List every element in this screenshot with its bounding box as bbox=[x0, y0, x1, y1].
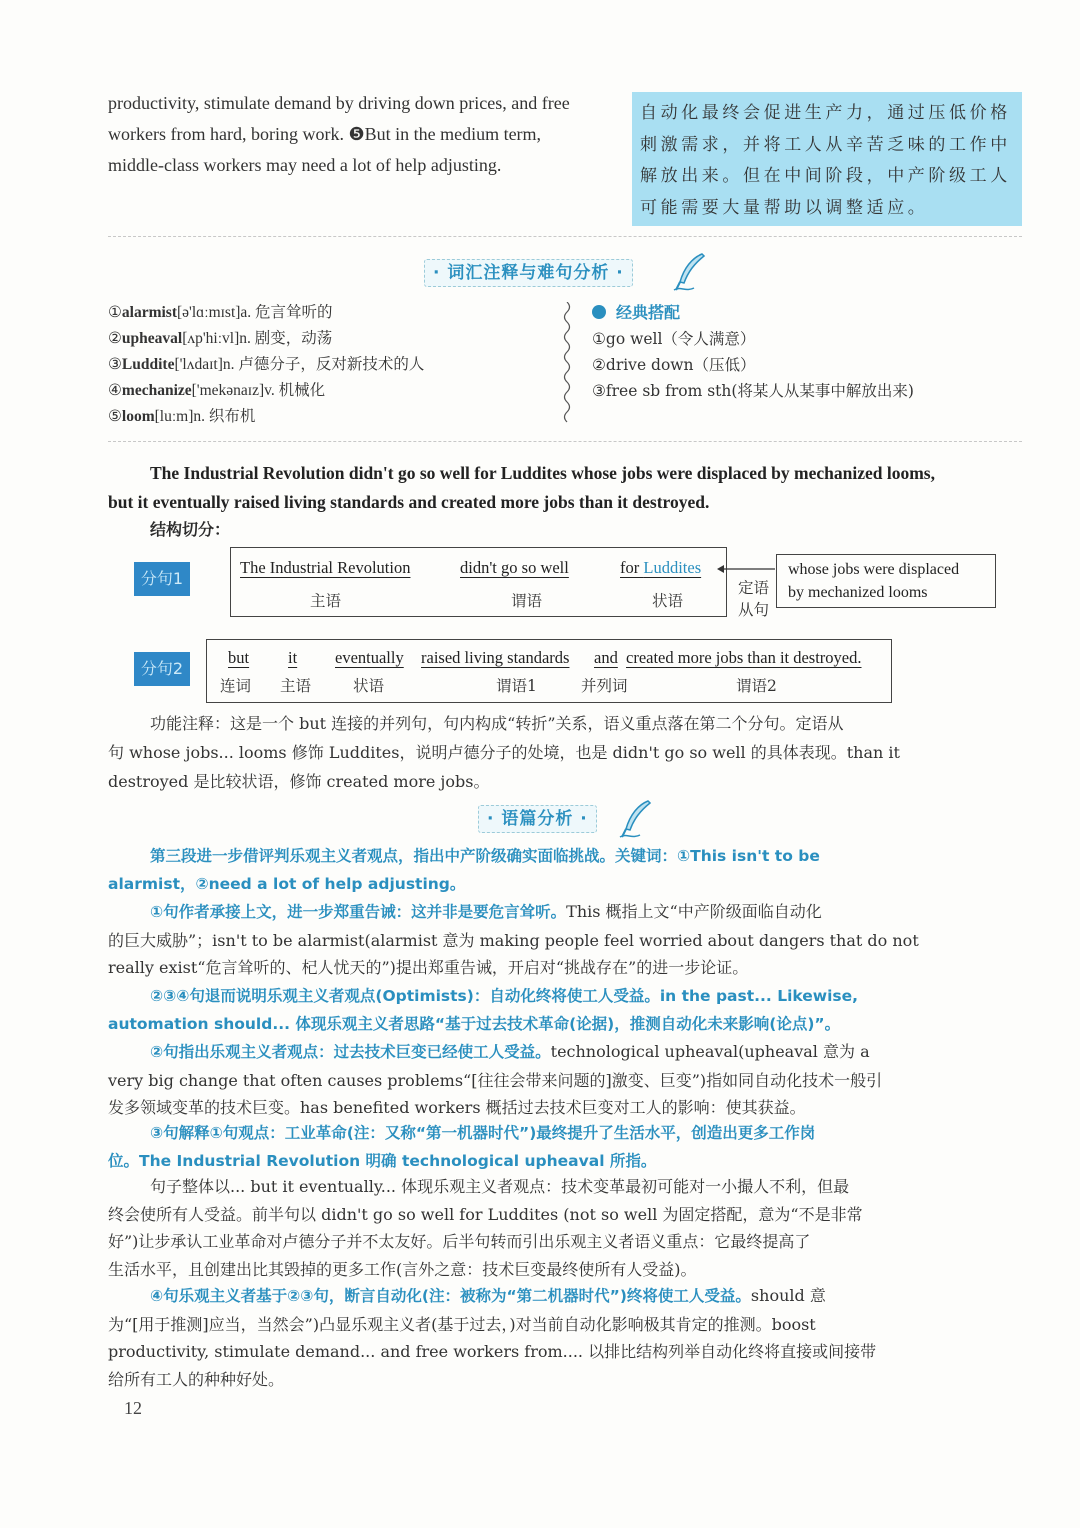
translation-line: 自动化最终会促进生产力，通过压低价格 bbox=[640, 103, 1011, 123]
collocation-list bbox=[592, 300, 914, 404]
discourse-para-5: ③句解释①句观点：工业革命(注：又称“第一机器时代”)最终提升了生活水平，创造出更多工作岗 位。The Industrial Revolution 明确 technological upheaval 所指。 bbox=[108, 1124, 816, 1170]
discourse-para-2: ①句作者承接上文，进一步郑重告诫：这并非是要危言耸听。This 概指上文“中产阶级面临自动化 的巨大威胁”；isn't to be alarmist(alarmist 意为 making people feel worried about dangers that do not really exist“危言耸听的、杞人忧天的”)提出郑重告诫，开启对“挑战存在”的进一步论证。 bbox=[108, 902, 919, 977]
clause2-subject-label: 主语 bbox=[280, 677, 312, 695]
clause2-predicate1: raised living standards bbox=[421, 648, 570, 667]
clause2-conj-label: 连词 bbox=[220, 677, 252, 695]
arrow-icon bbox=[715, 562, 777, 576]
wavy-divider bbox=[560, 302, 574, 424]
english-passage bbox=[108, 88, 613, 181]
quill-icon bbox=[618, 799, 654, 839]
discourse-para-7: ④句乐观主义者基于②③句，断言自动化(注：被称为“第二机器时代”)终将使工人受益。should 意 为“[用于推测]应当，当然会”)凸显乐观主义者(基于过去，)对当前自动化影响极其肯定的推测。boost productivity, stimulate demand... and free workers from.... 以排比结构列举自动化终将直接或间接带 给所有工人的种种好处。 bbox=[108, 1286, 877, 1389]
clause1-predicate-label: 谓语 bbox=[511, 592, 543, 610]
section-title-discourse: · 语篇分析 · bbox=[478, 805, 597, 833]
translation-box bbox=[632, 92, 1022, 226]
translation-line: 可能需要大量帮助以调整适应。 bbox=[640, 197, 929, 218]
vocab-item: ③Luddite['lʌdaɪt]n. 卢德分子，反对新技术的人 bbox=[108, 356, 425, 373]
passage-line: workers from hard, boring work. ❺But in the medium term, bbox=[108, 124, 542, 144]
clause2-badge: 分句2 bbox=[134, 652, 190, 686]
clause2-coordinator-label: 并列词 bbox=[581, 677, 628, 695]
hard-sentence: The Industrial Revolution didn't go so well for Luddites whose jobs were displaced by mechanized looms, but it eventually raised living standards and created more jobs than it destroyed. bbox=[108, 463, 935, 512]
discourse-para-6: 句子整体以... but it eventually... 体现乐观主义者观点：技术变革最初可能对一小撮人不利，但最 终会使所有人受益。前半句以 didn't go so well for Luddites (not so well 为固定搭配，意为“不是非常 好”)让步承认工业革命对卢德分子并不太友好。后半句转而引出乐观主义者语义重点：它最终提高了 生活水平，且创建出比其毁掉的更多工作(言外之意：技术巨变最终使所有人受益)。 bbox=[108, 1177, 863, 1279]
collocation-heading: 经典搭配 bbox=[592, 300, 914, 326]
function-note: 功能注释：这是一个 but 连接的并列句，句内构成“转折”关系，语义重点落在第二个分句。定语从 句 whose jobs... looms 修饰 Luddites，说明卢德分子的处境，也是 didn't go so well 的具体表现。than it destroyed 是比较状语，修饰 created more jobs。 bbox=[108, 714, 900, 791]
vocab-list bbox=[108, 300, 424, 430]
attributive-clause-text: whose jobs were displaced by mechanized looms bbox=[788, 561, 960, 601]
divider bbox=[108, 441, 1022, 442]
clause2-subject: it bbox=[288, 648, 298, 667]
discourse-para-4: ②句指出乐观主义者观点：过去技术巨变已经使工人受益。technological upheaval(upheaval 意为 a very big change that often causes problems“[往往会带来问题的]激变、巨变”)指如同自动化技术一般引 发多领域变革的技术巨变。has benefited workers 概括过去技术巨变对工人的影响：使其获益。 bbox=[108, 1042, 883, 1117]
vocab-item: ①alarmist[ə'lɑːmɪst]a. 危言耸听的 bbox=[108, 304, 333, 321]
translation-line: 解放出来。但在中间阶段，中产阶级工人 bbox=[640, 166, 1011, 186]
clause2-predicate1-label: 谓语1 bbox=[496, 677, 537, 695]
clause2-conj: but bbox=[228, 648, 250, 667]
clause2-adverbial: eventually bbox=[335, 648, 404, 667]
vocab-item: ④mechanize['mekənaɪz]v. 机械化 bbox=[108, 382, 326, 399]
clause1-adverbial: for Luddites bbox=[620, 558, 702, 577]
vocab-item: ②upheaval[ʌp'hiːvl]n. 剧变，动荡 bbox=[108, 330, 333, 347]
collocation-item: ②drive down（压低） bbox=[592, 356, 756, 374]
translation-line: 刺激需求，并将工人从辛苦乏味的工作中 bbox=[640, 134, 1011, 155]
discourse-para-3: ②③④句退而说明乐观主义者观点(Optimists)：自动化终将使工人受益。in the past... Likewise, automation should... 体现乐观主义者思路“基于过去技术革命(论据)，推测自动化未来影响(论点)”。 bbox=[108, 987, 859, 1033]
clause2-predicate2-label: 谓语2 bbox=[736, 677, 777, 695]
collocation-item: ③free sb from sth(将某人从某事中解放出来) bbox=[592, 382, 914, 400]
quill-icon bbox=[672, 252, 708, 292]
clause1-adverbial-label: 状语 bbox=[652, 592, 684, 610]
vocab-item: ⑤loom[luːm]n. 织布机 bbox=[108, 408, 256, 425]
clause1-predicate: didn't go so well bbox=[460, 558, 569, 577]
clause1-badge: 分句1 bbox=[134, 562, 190, 596]
clause1-subject-label: 主语 bbox=[310, 592, 342, 610]
divider bbox=[108, 236, 1022, 237]
passage-line: middle-class workers may need a lot of help adjusting. bbox=[108, 155, 502, 175]
passage-line: productivity, stimulate demand by driving down prices, and free bbox=[108, 93, 570, 113]
bullet-icon bbox=[592, 305, 606, 319]
section-title-vocab: · 词汇注释与难句分析 · bbox=[424, 259, 633, 287]
clause2-adverbial-label: 状语 bbox=[353, 677, 385, 695]
attributive-label: 定语 从句 bbox=[738, 579, 770, 619]
structure-label: 结构切分： bbox=[150, 520, 231, 539]
discourse-para-1: 第三段进一步借评判乐观主义者观点，指出中产阶级确实面临挑战。关键词：①This isn't to be alarmist，②need a lot of help adjusting。 bbox=[108, 847, 820, 893]
clause2-predicate2: created more jobs than it destroyed. bbox=[626, 648, 862, 667]
page-number: 12 bbox=[124, 1398, 142, 1418]
clause2-coordinator: and bbox=[594, 648, 618, 667]
clause1-subject: The Industrial Revolution bbox=[240, 558, 411, 577]
collocation-item: ①go well（令人满意） bbox=[592, 330, 756, 348]
